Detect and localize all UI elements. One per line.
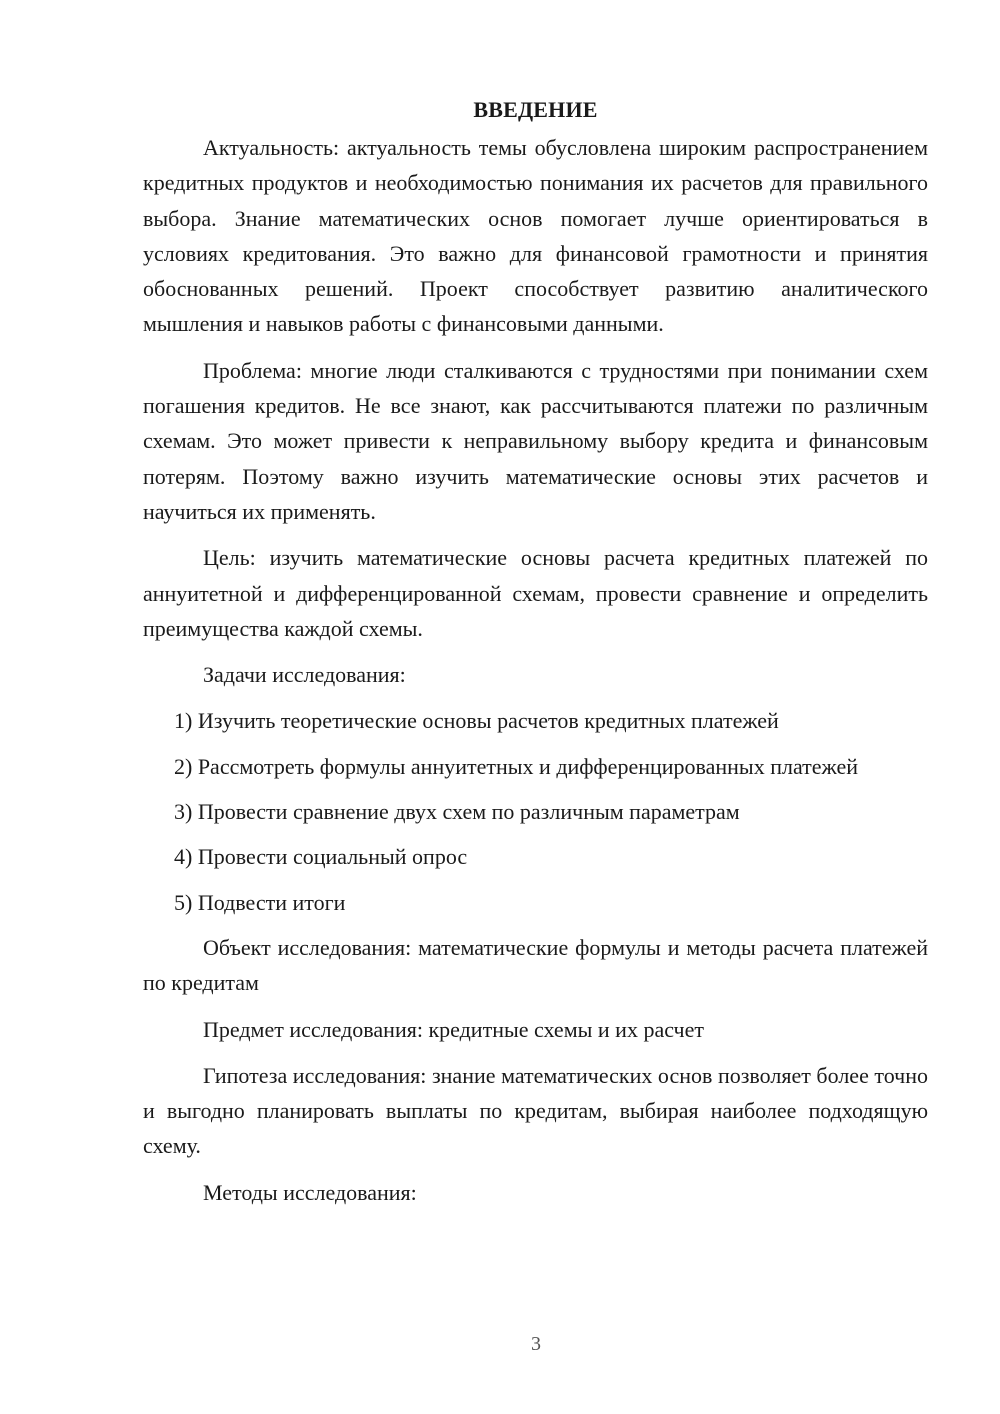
list-item: 2) Рассмотреть формулы аннуитетных и дифференцированных платежей [174,753,858,779]
list-item: 3) Провести сравнение двух схем по различным параметрам [174,799,740,825]
list-item: 4) Провести социальный опрос [174,844,468,870]
document-page [143,92,928,1221]
list-item: 1) Изучить теоретические основы расчетов кредитных платежей [174,708,779,734]
paragraph-subject: Предмет исследования: кредитные схемы и их расчет [203,1016,704,1042]
paragraph-goal: Цель: изучить математические основы расчета кредитных платежей по аннуитетной и дифференцированной схемам, провести сравнение и определить преимущества каждой схемы. [143,545,928,641]
page-title: ВВЕДЕНИЕ [473,97,598,122]
list-item: 5) Подвести итоги [174,889,346,915]
page-number: 3 [531,1333,541,1355]
tasks-heading: Задачи исследования: [203,662,406,688]
tasks-list [143,703,928,919]
paragraph-problem: Проблема: многие люди сталкиваются с трудностями при понимании схем погашения кредитов. Не все знают, как рассчитываются платежи по различным схемам. Это может привести к неправильному выбору кредита и финансовым потерям. Поэтому важно изучить математические основы этих расчетов и научиться их применять. [143,357,928,524]
methods-heading: Методы исследования: [203,1179,417,1205]
paragraph-relevance: Актуальность: актуальность темы обусловлена широким распространением кредитных продуктов и необходимостью понимания их расчетов для правильного выбора. Знание математических основ помогает лучше ориентироваться в условиях кредитования. Это важно для финансовой грамотности и принятия обоснованных решений. Проект способствует развитию аналитического мышления и навыков работы с финансовыми данными. [143,135,928,337]
paragraph-object: Объект исследования: математические формулы и методы расчета платежей по кредитам [143,934,928,996]
paragraph-hypothesis: Гипотеза исследования: знание математических основ позволяет более точно и выгодно планировать выплаты по кредитам, выбирая наиболее подходящую схему. [143,1062,928,1159]
